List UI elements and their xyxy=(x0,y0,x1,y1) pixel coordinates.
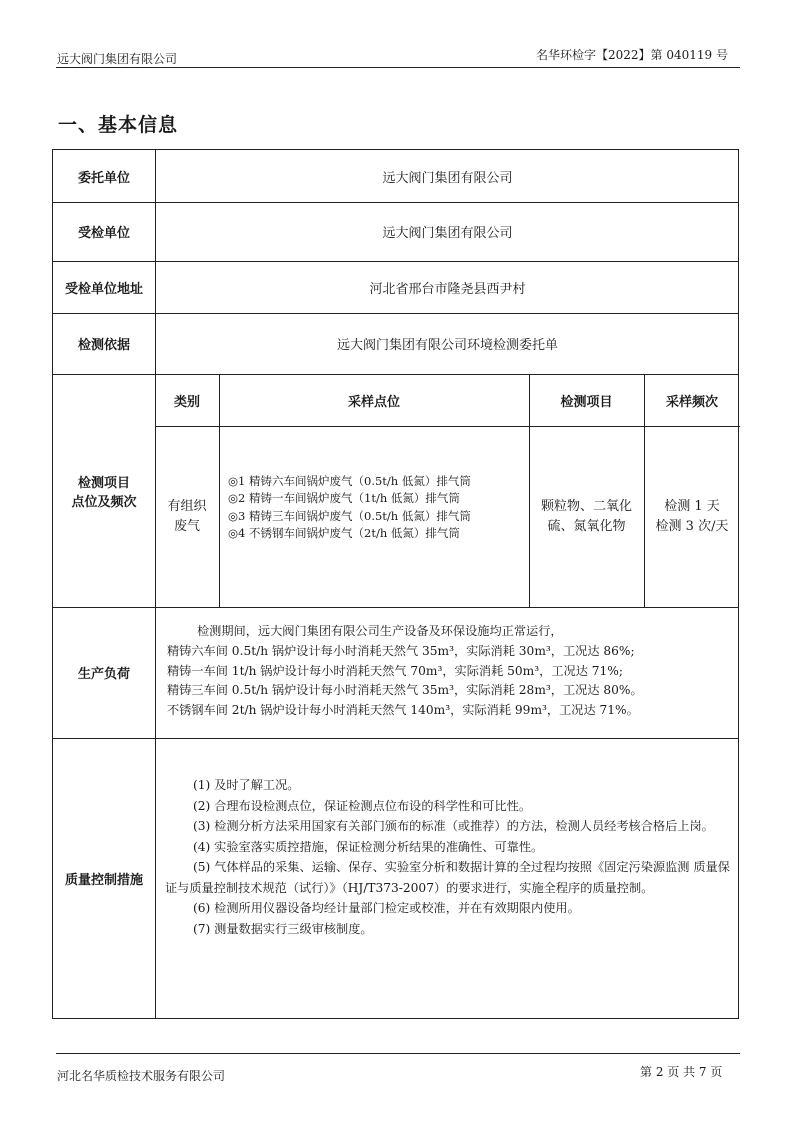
category-value xyxy=(155,426,219,607)
footer-company: 河北名华质检技术服务有限公司 xyxy=(57,1069,226,1083)
test-items-line: 颗粒物、二氧化 xyxy=(540,498,632,514)
client-value: 远大阀门集团有限公司 xyxy=(382,170,513,186)
items-label xyxy=(53,374,155,607)
quality-item: (4) 实验室落实质控措施，保证检测分析结果的准确性、可靠性。 xyxy=(193,839,544,854)
items-label-line: 点位及频次 xyxy=(71,494,137,510)
inspected-label: 受检单位 xyxy=(77,226,130,241)
sampling-points-list xyxy=(228,473,471,542)
production-text xyxy=(167,622,730,721)
basis-value: 远大阀门集团有限公司环境检测委托单 xyxy=(336,338,558,353)
address-value: 河北省邢台市隆尧县西尹村 xyxy=(369,281,526,297)
address-label: 受检单位地址 xyxy=(64,281,143,297)
frequency-value xyxy=(644,426,740,607)
header-sampling-points: 采样点位 xyxy=(347,394,400,410)
sampling-point: ◎4 不锈钢车间锅炉废气（2t/h 低氮）排气筒 xyxy=(228,525,460,540)
inspected-value: 远大阀门集团有限公司 xyxy=(382,226,513,241)
sampling-point: ◎2 精铸一车间锅炉废气（1t/h 低氮）排气筒 xyxy=(228,491,460,506)
production-line: 精铸一车间 1t/h 锅炉设计每小时消耗天然气 70m³，实际消耗 50m³，工况达 71%; xyxy=(167,663,623,678)
quality-item: (2) 合理布设检测点位，保证检测点位布设的科学性和可比性。 xyxy=(193,798,532,813)
quality-item: (6) 检测所用仪器设备均经计量部门检定或校准，并在有效期限内使用。 xyxy=(193,901,580,915)
header-report-number: 名华环检字【2022】第 040119 号 xyxy=(536,48,728,62)
header-frequency: 采样频次 xyxy=(665,394,718,410)
header-company: 远大阀门集团有限公司 xyxy=(57,52,178,66)
quality-item: (3) 检测分析方法采用国家有关部门颁布的标准（或推荐）的方法，检测人员经考核合格后上岗。 xyxy=(193,819,714,833)
quality-item: (7) 测量数据实行三级审核制度。 xyxy=(193,921,373,936)
quality-item: (1) 及时了解工况。 xyxy=(193,778,300,792)
frequency-line: 检测 1 天 xyxy=(664,498,720,514)
category-line: 废气 xyxy=(173,518,200,534)
test-items-value xyxy=(529,426,644,607)
client-label: 委托单位 xyxy=(77,170,130,186)
production-line: 检测期间，远大阀门集团有限公司生产设备及环保设施均正常运行， xyxy=(197,624,563,638)
quality-label: 质量控制措施 xyxy=(64,873,143,888)
section-title: 一、基本信息 xyxy=(58,114,179,136)
production-label: 生产负荷 xyxy=(77,667,130,682)
production-line: 精铸三车间 0.5t/h 锅炉设计每小时消耗天然气 35m³，实际消耗 28m³，工况达 80%。 xyxy=(167,683,643,698)
production-line: 精铸六车间 0.5t/h 锅炉设计每小时消耗天然气 35m³，实际消耗 30m³，工况达 86%; xyxy=(167,643,635,658)
quality-measures xyxy=(165,775,737,939)
sampling-point: ◎1 精铸六车间锅炉废气（0.5t/h 低氮）排气筒 xyxy=(228,474,471,488)
test-items-line: 硫、氮氧化物 xyxy=(547,518,626,534)
header-category: 类别 xyxy=(173,394,200,410)
frequency-line: 检测 3 次/天 xyxy=(655,518,729,534)
category-line: 有组织 xyxy=(167,498,207,514)
sampling-point: ◎3 精铸三车间锅炉废气（0.5t/h 低氮）排气筒 xyxy=(228,508,471,523)
quality-item: (5) 气体样品的采集、运输、保存、实验室分析和数据计算的全过程均按照《固定污染源监测 质量保证与质量控制技术规范（试行）》（HJ/T373-2007）的要求进行，实施全程序的质量控制。 xyxy=(165,860,730,895)
production-line: 不锈钢车间 2t/h 锅炉设计每小时消耗天然气 140m³，实际消耗 99m³，工况达 71%。 xyxy=(167,703,639,718)
header-divider xyxy=(56,67,740,68)
footer-divider xyxy=(56,1053,740,1054)
basis-label: 检测依据 xyxy=(77,338,130,353)
page-number: 第 2 页 共 7 页 xyxy=(640,1065,723,1079)
header-test-items: 检测项目 xyxy=(560,394,613,410)
items-label-line: 检测项目 xyxy=(77,475,130,491)
basic-info-table xyxy=(52,149,739,1019)
